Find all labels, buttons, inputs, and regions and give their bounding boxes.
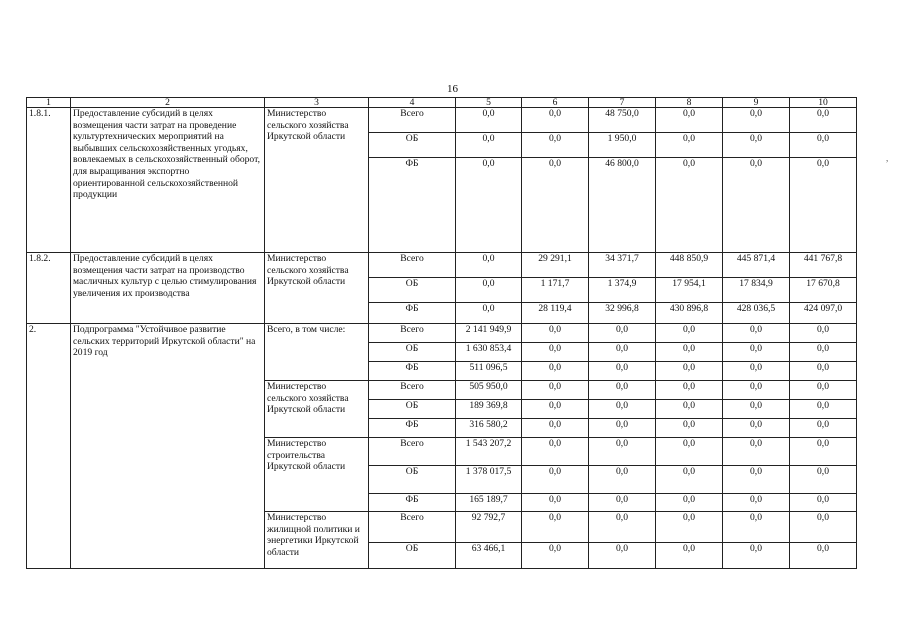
value-cell: 0,0 — [790, 512, 857, 543]
row-description: Предоставление субсидий в целях возмещения части затрат на проведение культуртехнических мероприятий на выбывших сельскохозяйственных угодьях, вовлекаемых в сельскохозяйственный оборот, для выращивания экспортно ориентированной сельскохозяйственной продукции — [71, 108, 265, 253]
value-cell: 445 871,4 — [723, 253, 790, 278]
value-cell: 0,0 — [522, 343, 589, 362]
executor-cell: Всего, в том числе: — [265, 324, 369, 381]
budget-table — [26, 97, 857, 569]
value-cell: 17 954,1 — [656, 278, 723, 303]
funding-source: ФБ — [369, 362, 456, 381]
funding-source: Всего — [369, 324, 456, 343]
row-description: Предоставление субсидий в целях возмещения части затрат на производство масличных культур с целью стимулирования увеличения их производства — [71, 253, 265, 324]
funding-source: Всего — [369, 253, 456, 278]
value-cell: 48 750,0 — [589, 108, 656, 133]
value-cell: 0,0 — [456, 108, 522, 133]
value-cell: 0,0 — [589, 362, 656, 381]
value-cell: 1 950,0 — [589, 133, 656, 158]
value-cell: 0,0 — [656, 133, 723, 158]
value-cell: 0,0 — [522, 362, 589, 381]
value-cell: 448 850,9 — [656, 253, 723, 278]
funding-source: ФБ — [369, 158, 456, 253]
value-cell: 0,0 — [656, 324, 723, 343]
value-cell: 0,0 — [656, 400, 723, 419]
value-cell: 0,0 — [723, 543, 790, 569]
value-cell: 0,0 — [790, 419, 857, 438]
value-cell: 316 580,2 — [456, 419, 522, 438]
table-row — [27, 324, 857, 343]
value-cell: 0,0 — [656, 438, 723, 466]
header-cell: 5 — [456, 98, 522, 108]
value-cell: 0,0 — [790, 108, 857, 133]
funding-source: ОБ — [369, 543, 456, 569]
value-cell: 0,0 — [589, 494, 656, 512]
row-number: 2. — [27, 324, 71, 569]
header-cell: 2 — [71, 98, 265, 108]
header-cell: 8 — [656, 98, 723, 108]
value-cell: 0,0 — [723, 133, 790, 158]
value-cell: 0,0 — [656, 494, 723, 512]
value-cell: 0,0 — [522, 466, 589, 494]
value-cell: 0,0 — [790, 400, 857, 419]
value-cell: 430 896,8 — [656, 303, 723, 324]
value-cell: 0,0 — [656, 381, 723, 400]
value-cell: 1 630 853,4 — [456, 343, 522, 362]
header-cell: 4 — [369, 98, 456, 108]
value-cell: 17 670,8 — [790, 278, 857, 303]
value-cell: 17 834,9 — [723, 278, 790, 303]
value-cell: 0,0 — [522, 381, 589, 400]
value-cell: 428 036,5 — [723, 303, 790, 324]
executor-cell: Министерство жилищной политики и энергетики Иркутской области — [265, 512, 369, 569]
value-cell: 0,0 — [522, 108, 589, 133]
value-cell: 0,0 — [790, 362, 857, 381]
header-cell: 6 — [522, 98, 589, 108]
value-cell: 0,0 — [790, 324, 857, 343]
value-cell: 0,0 — [589, 438, 656, 466]
funding-source: ОБ — [369, 466, 456, 494]
value-cell: 0,0 — [522, 158, 589, 253]
value-cell: 63 466,1 — [456, 543, 522, 569]
value-cell: 0,0 — [456, 278, 522, 303]
executor-cell: Министерство сельского хозяйства Иркутской области — [265, 381, 369, 438]
value-cell: 0,0 — [723, 438, 790, 466]
value-cell: 0,0 — [456, 158, 522, 253]
header-cell: 3 — [265, 98, 369, 108]
value-cell: 505 950,0 — [456, 381, 522, 400]
value-cell: 0,0 — [723, 158, 790, 253]
funding-source: Всего — [369, 108, 456, 133]
value-cell: 0,0 — [656, 362, 723, 381]
funding-source: ОБ — [369, 278, 456, 303]
value-cell: 0,0 — [589, 512, 656, 543]
value-cell: 46 800,0 — [589, 158, 656, 253]
value-cell: 29 291,1 — [522, 253, 589, 278]
funding-source: ОБ — [369, 343, 456, 362]
value-cell: 0,0 — [589, 400, 656, 419]
value-cell: 28 119,4 — [522, 303, 589, 324]
value-cell: 0,0 — [723, 343, 790, 362]
funding-source: ОБ — [369, 133, 456, 158]
value-cell: 32 996,8 — [589, 303, 656, 324]
row-number: 1.8.1. — [27, 108, 71, 253]
value-cell: 0,0 — [790, 158, 857, 253]
value-cell: 0,0 — [522, 438, 589, 466]
value-cell: 92 792,7 — [456, 512, 522, 543]
value-cell: 0,0 — [723, 108, 790, 133]
row-description: Подпрограмма "Устойчивое развитие сельских территорий Иркутской области" на 2019 год — [71, 324, 265, 569]
funding-source: Всего — [369, 381, 456, 400]
value-cell: 1 378 017,5 — [456, 466, 522, 494]
value-cell: 0,0 — [656, 466, 723, 494]
value-cell: 0,0 — [522, 512, 589, 543]
value-cell: 0,0 — [723, 466, 790, 494]
margin-mark: , — [886, 153, 889, 163]
executor-cell: Министерство сельского хозяйства Иркутской области — [265, 108, 369, 253]
value-cell: 1 171,7 — [522, 278, 589, 303]
value-cell: 0,0 — [589, 324, 656, 343]
funding-source: ФБ — [369, 494, 456, 512]
value-cell: 0,0 — [522, 419, 589, 438]
funding-source: Всего — [369, 438, 456, 466]
funding-source: ОБ — [369, 400, 456, 419]
value-cell: 0,0 — [790, 343, 857, 362]
value-cell: 0,0 — [656, 158, 723, 253]
value-cell: 0,0 — [656, 419, 723, 438]
value-cell: 0,0 — [656, 108, 723, 133]
value-cell: 0,0 — [456, 253, 522, 278]
row-number: 1.8.2. — [27, 253, 71, 324]
value-cell: 0,0 — [723, 512, 790, 543]
value-cell: 0,0 — [790, 543, 857, 569]
value-cell: 0,0 — [522, 133, 589, 158]
header-cell: 10 — [790, 98, 857, 108]
value-cell: 1 374,9 — [589, 278, 656, 303]
header-row — [27, 98, 857, 108]
funding-source: Всего — [369, 512, 456, 543]
value-cell: 424 097,0 — [790, 303, 857, 324]
value-cell: 0,0 — [522, 400, 589, 419]
table-row — [27, 253, 857, 278]
value-cell: 1 543 207,2 — [456, 438, 522, 466]
value-cell: 441 767,8 — [790, 253, 857, 278]
value-cell: 0,0 — [790, 494, 857, 512]
value-cell: 2 141 949,9 — [456, 324, 522, 343]
value-cell: 0,0 — [456, 303, 522, 324]
value-cell: 0,0 — [589, 419, 656, 438]
value-cell: 0,0 — [723, 494, 790, 512]
funding-source: ФБ — [369, 419, 456, 438]
value-cell: 189 369,8 — [456, 400, 522, 419]
value-cell: 0,0 — [790, 438, 857, 466]
value-cell: 0,0 — [723, 362, 790, 381]
executor-cell: Министерство строительства Иркутской области — [265, 438, 369, 512]
value-cell: 0,0 — [589, 543, 656, 569]
value-cell: 0,0 — [656, 543, 723, 569]
value-cell: 0,0 — [723, 419, 790, 438]
value-cell: 34 371,7 — [589, 253, 656, 278]
value-cell: 0,0 — [723, 381, 790, 400]
value-cell: 0,0 — [656, 512, 723, 543]
value-cell: 0,0 — [522, 543, 589, 569]
value-cell: 0,0 — [522, 494, 589, 512]
value-cell: 0,0 — [589, 343, 656, 362]
executor-cell: Министерство сельского хозяйства Иркутской области — [265, 253, 369, 324]
value-cell: 0,0 — [589, 466, 656, 494]
header-cell: 7 — [589, 98, 656, 108]
value-cell: 165 189,7 — [456, 494, 522, 512]
page-number: 16 — [447, 83, 458, 95]
value-cell: 511 096,5 — [456, 362, 522, 381]
value-cell: 0,0 — [723, 400, 790, 419]
value-cell: 0,0 — [589, 381, 656, 400]
header-cell: 9 — [723, 98, 790, 108]
table-row — [27, 108, 857, 133]
header-cell: 1 — [27, 98, 71, 108]
funding-source: ФБ — [369, 303, 456, 324]
value-cell: 0,0 — [723, 324, 790, 343]
value-cell: 0,0 — [656, 343, 723, 362]
value-cell: 0,0 — [790, 133, 857, 158]
value-cell: 0,0 — [456, 133, 522, 158]
value-cell: 0,0 — [790, 466, 857, 494]
value-cell: 0,0 — [790, 381, 857, 400]
value-cell: 0,0 — [522, 324, 589, 343]
